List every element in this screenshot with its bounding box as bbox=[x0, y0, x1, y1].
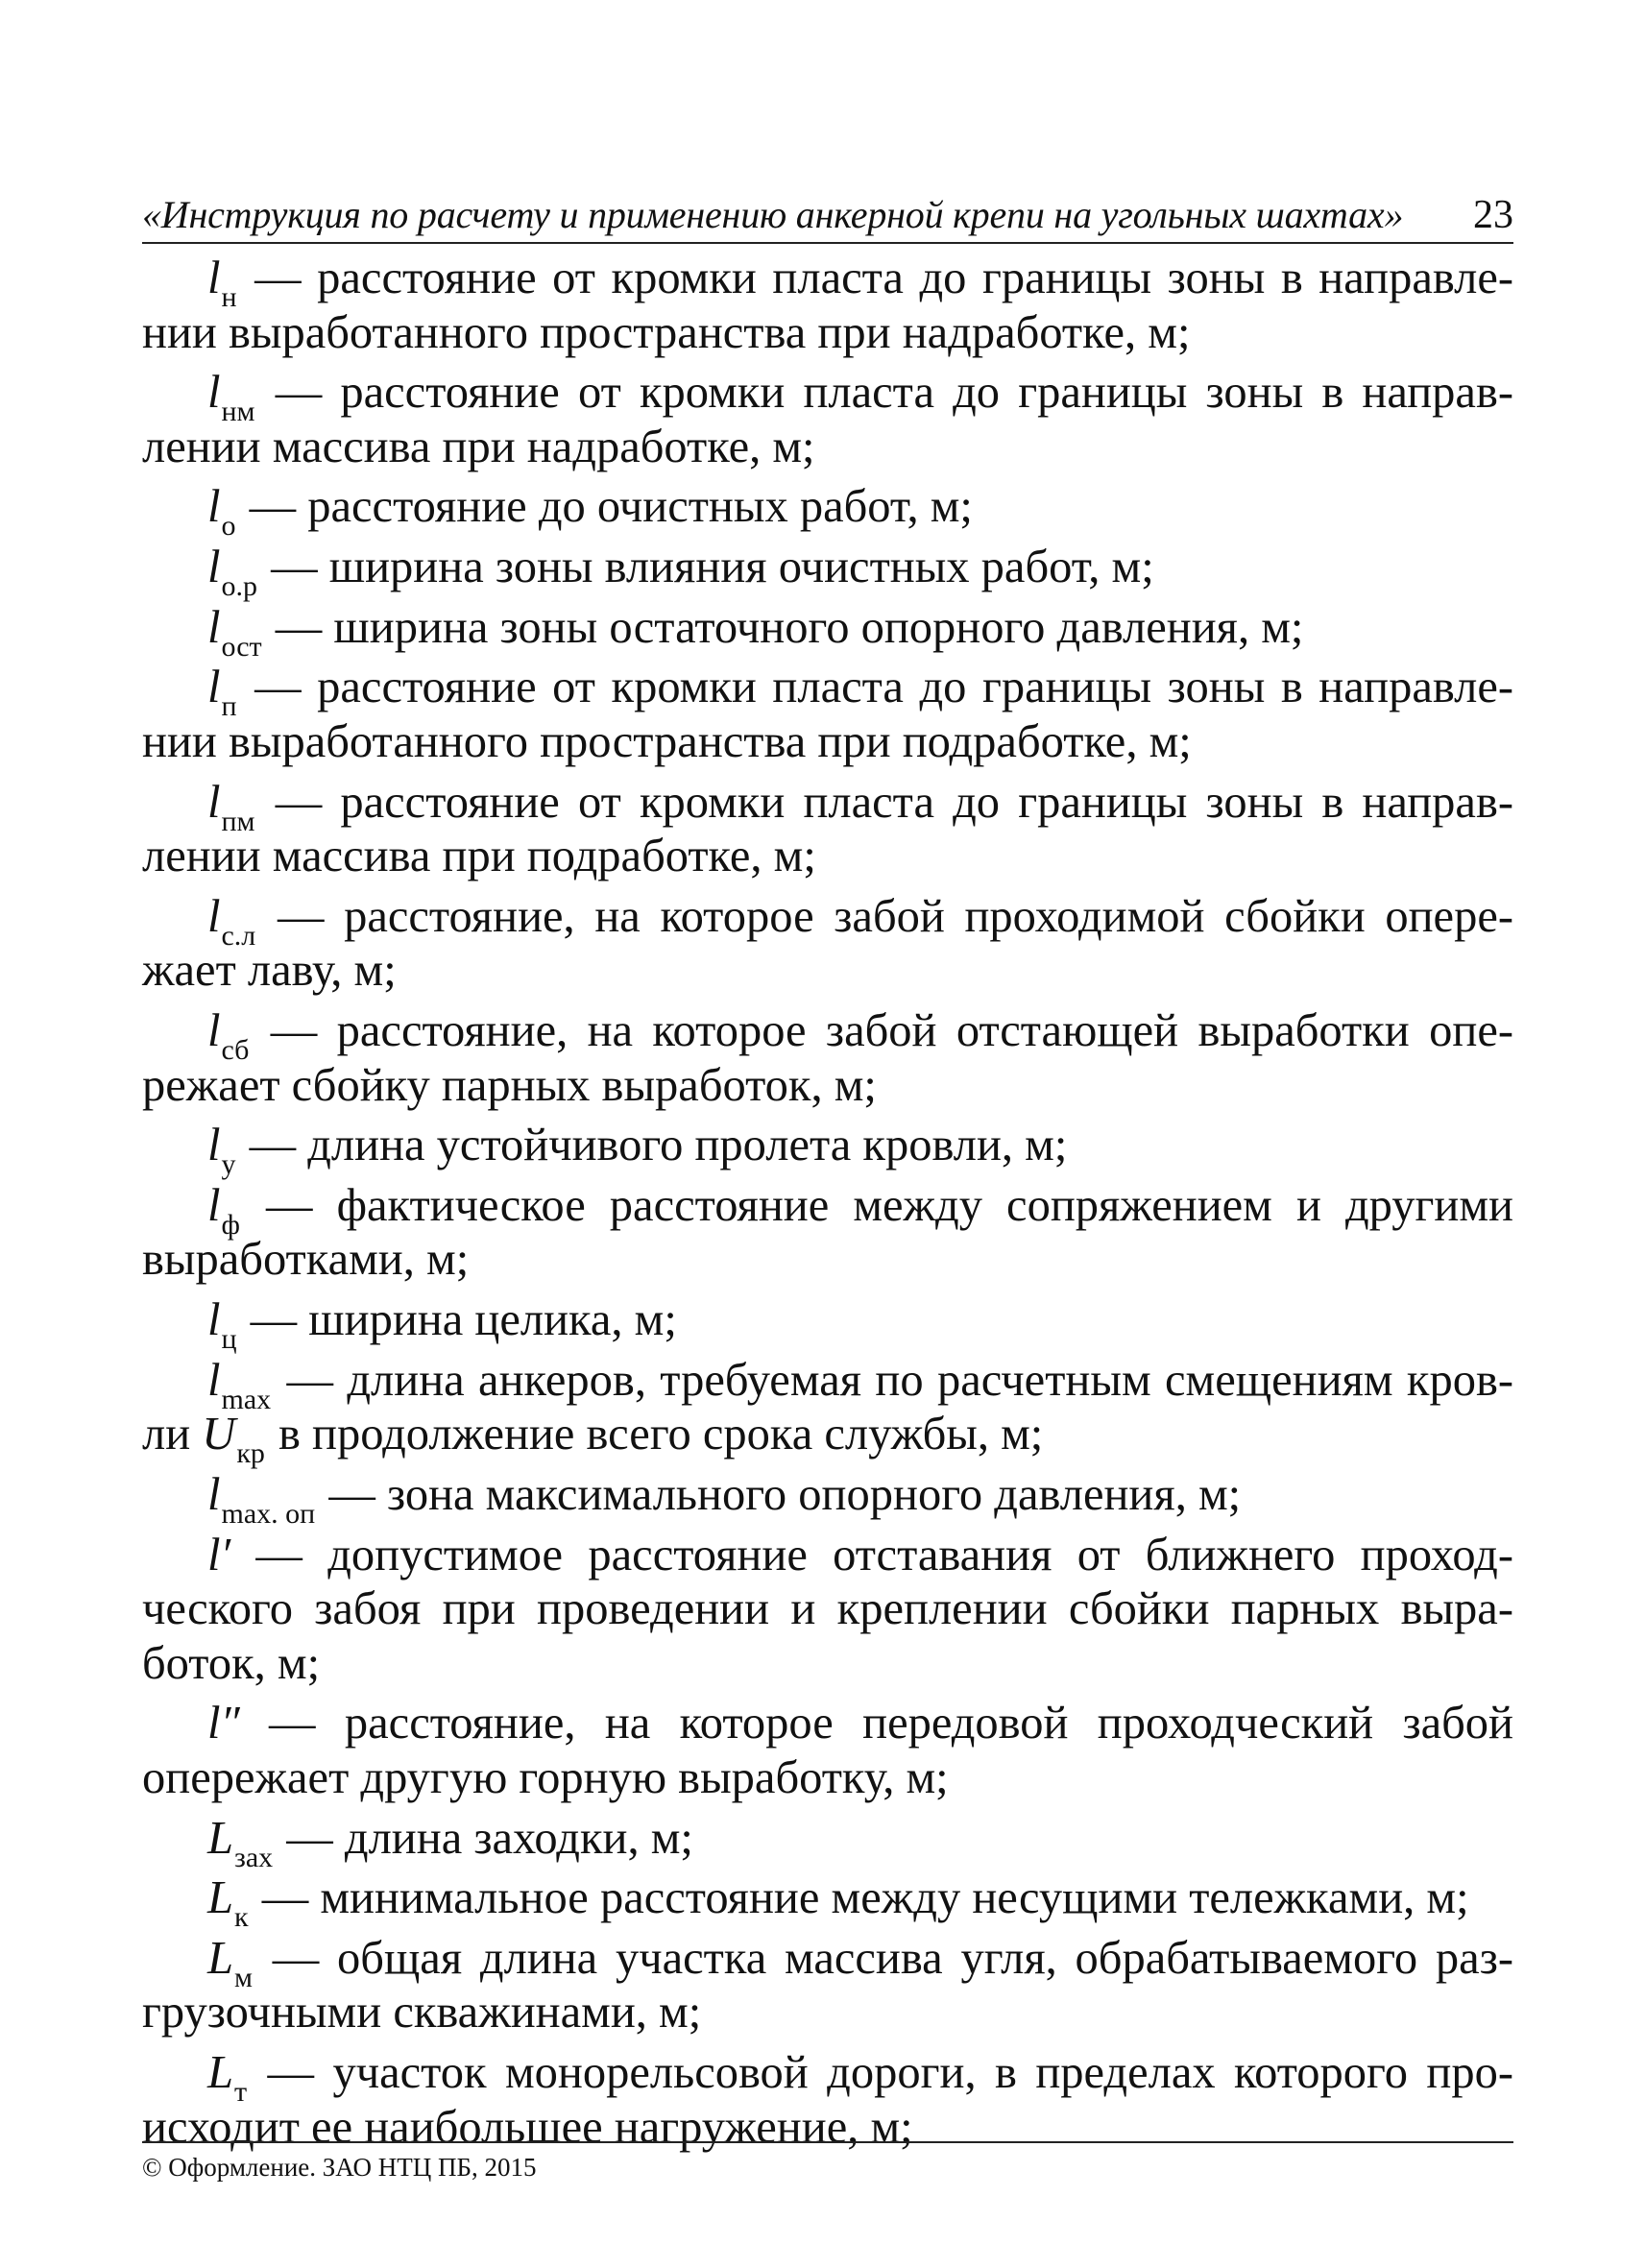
symbol: l bbox=[207, 1179, 221, 1231]
symbol-subscript: о bbox=[221, 510, 236, 543]
symbol-subscript: max. оп bbox=[221, 1497, 316, 1530]
inline-symbol-subscript: кр bbox=[236, 1437, 265, 1470]
symbol-subscript: нм bbox=[221, 396, 255, 428]
definition-l-sl bbox=[142, 890, 1513, 999]
definition-l-max bbox=[142, 1354, 1514, 1470]
definition-l-o bbox=[142, 480, 1513, 543]
definition-text: — расстояние, на которое забой проходимой сбойки опережает лаву, м; bbox=[142, 890, 1513, 997]
definition-text: — расстояние, на которое забой отстающей выработки опережает сбойку парных выработок, м; bbox=[142, 1005, 1513, 1111]
symbol: l bbox=[207, 1468, 221, 1520]
symbol-subscript: у bbox=[221, 1148, 236, 1181]
symbol: l bbox=[207, 253, 221, 303]
symbol: l bbox=[207, 890, 221, 942]
definition-text: — зона максимального опорного давления, м; bbox=[328, 1468, 1242, 1520]
symbol: l bbox=[207, 481, 221, 533]
symbol: l bbox=[207, 601, 221, 653]
symbol-subscript: о.р bbox=[221, 570, 257, 603]
definition-text: — ширина зоны влияния очистных работ, м; bbox=[271, 542, 1154, 593]
symbol-subscript: м bbox=[233, 1961, 253, 1993]
symbol-subscript: зах bbox=[233, 1841, 274, 1873]
definition-l-p bbox=[142, 661, 1513, 769]
symbol: l bbox=[207, 662, 221, 713]
symbol-subscript: ост bbox=[221, 630, 262, 663]
definition-L-m bbox=[142, 1932, 1513, 2040]
symbol-subscript: max bbox=[221, 1383, 272, 1415]
symbol-subscript: п bbox=[221, 690, 237, 723]
symbol: l bbox=[207, 1005, 221, 1056]
symbol-subscript: ц bbox=[221, 1323, 237, 1356]
symbol: l bbox=[207, 1294, 221, 1346]
symbol-subscript: к bbox=[233, 1901, 249, 1934]
definition-text: — расстояние от кромки пласта до границы зоны в направлении выработанного пространства при подработке, м; bbox=[142, 662, 1514, 767]
symbol: l bbox=[207, 1120, 221, 1171]
definition-l-f bbox=[142, 1179, 1513, 1288]
definition-l-prime bbox=[142, 1529, 1513, 1692]
definition-l-max-op bbox=[142, 1468, 1513, 1530]
definition-l-or bbox=[142, 541, 1513, 603]
footer-rule bbox=[142, 2141, 1513, 2143]
definition-l-ost bbox=[142, 601, 1513, 663]
symbol: L bbox=[207, 1872, 233, 1924]
definition-text: — длина устойчивого пролета кровли, м; bbox=[249, 1120, 1068, 1171]
definition-text: — общая длина участка массива угля, обрабатываемого разгрузочными скважинами, м; bbox=[142, 1932, 1514, 2039]
symbol-subscript: с.л bbox=[221, 919, 256, 952]
definition-text: — ширина целика, м; bbox=[250, 1294, 677, 1346]
symbol: l bbox=[207, 1354, 221, 1406]
definition-text: — минимальное расстояние между несущими тележками, м; bbox=[261, 1872, 1469, 1924]
symbol: L bbox=[207, 2047, 233, 2099]
symbol: l bbox=[207, 776, 221, 828]
definition-l-n bbox=[142, 252, 1513, 360]
definition-l-sb bbox=[142, 1004, 1513, 1113]
symbol-subscript: ф bbox=[221, 1208, 240, 1241]
symbol: l bbox=[207, 542, 221, 593]
definition-L-t bbox=[142, 2046, 1513, 2155]
definition-text-before: — длина анкеров, требуемая по расчетным смещениям кровли bbox=[142, 1354, 1514, 1460]
inline-symbol: U bbox=[202, 1409, 236, 1460]
footer-copyright: © Оформление. ЗАО НТЦ ПБ, 2015 bbox=[142, 2153, 537, 2182]
definition-text: — допустимое расстояние отставания от ближнего проходческого забоя при проведении и креплении сбойки парных выработок, м; bbox=[142, 1529, 1514, 1689]
definition-l-ts bbox=[142, 1293, 1513, 1356]
definition-L-zakh bbox=[142, 1812, 1513, 1873]
page-number: 23 bbox=[1473, 193, 1513, 237]
symbol: L bbox=[207, 1932, 233, 1984]
definition-text: в продолжение всего срока службы, м; bbox=[278, 1409, 1044, 1460]
symbol: l′ bbox=[207, 1529, 231, 1580]
definition-L-k bbox=[142, 1871, 1513, 1934]
symbol: L bbox=[207, 1812, 233, 1864]
symbol-subscript: сб bbox=[221, 1034, 250, 1066]
definition-l-double-prime bbox=[142, 1697, 1513, 1805]
symbol: l bbox=[207, 367, 221, 419]
running-header bbox=[142, 188, 1513, 244]
symbol-subscript: т bbox=[233, 2076, 248, 2109]
symbol: l″ bbox=[207, 1698, 240, 1749]
definition-text: — расстояние от кромки пласта до границы зоны в направлении выработанного пространства при надработке, м; bbox=[142, 253, 1514, 358]
definition-text: — длина заходки, м; bbox=[286, 1812, 693, 1864]
header-title: «Инструкция по расчету и применению анкерной крепи на угольных шахтах» bbox=[142, 193, 1404, 236]
definition-text: — расстояние до очистных работ, м; bbox=[249, 481, 973, 533]
symbol-subscript: пм bbox=[221, 805, 255, 837]
definition-text: — расстояние, на которое передовой проходческий забой опережает другую горную выработку, м; bbox=[142, 1698, 1514, 1803]
definition-l-u bbox=[142, 1119, 1513, 1181]
definition-l-pm bbox=[142, 776, 1513, 884]
definitions-list bbox=[142, 252, 1513, 2160]
definition-text: — расстояние от кромки пласта до границы зоны в направлении массива при подработке, м; bbox=[142, 776, 1514, 882]
definition-text: — расстояние от кромки пласта до границы зоны в направлении массива при надработке, м; bbox=[142, 367, 1514, 472]
symbol-subscript: н bbox=[221, 281, 237, 313]
definition-text: — ширина зоны остаточного опорного давления, м; bbox=[275, 601, 1304, 653]
definition-l-nm bbox=[142, 366, 1513, 474]
definition-text: — участок монорельсовой дороги, в пределах которого происходит ее наибольшее нагружение, м; bbox=[142, 2047, 1514, 2153]
definition-text: — фактическое расстояние между сопряжением и другими выработками, м; bbox=[142, 1179, 1514, 1286]
